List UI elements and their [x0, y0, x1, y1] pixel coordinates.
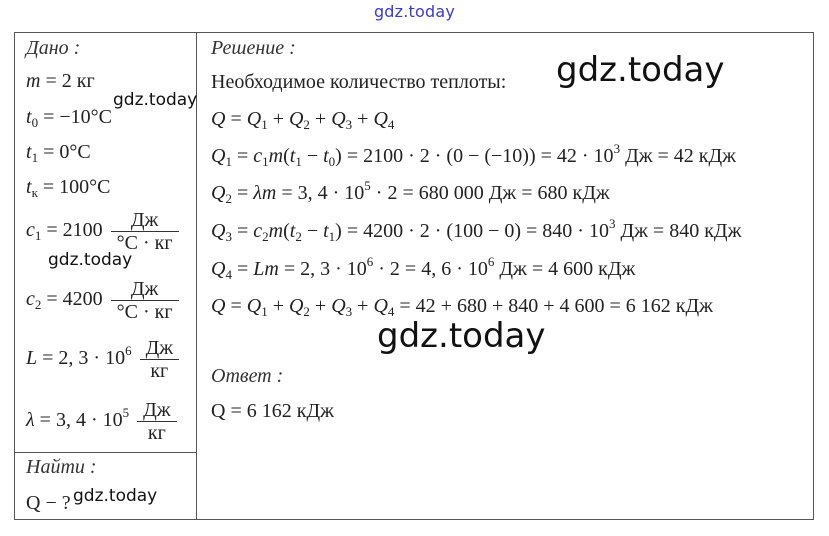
solution-heading: Решение :	[211, 37, 296, 59]
formula-sum: $Q = Q_1 + Q_2 + Q_3 + Q_4 = 42 + 680 + 840 + 4$ 600 = 6 162 кДж	[211, 295, 713, 319]
given-initial-temp: $t_0 = -10^\circ C$	[26, 106, 112, 130]
watermark: gdz.today	[48, 250, 133, 270]
formula-q4: $Q_4 = Lm = 2$, $3 \cdot 10^6 \cdot 2 = 4$, $6 \cdot 10^6$ Дж = 4 600 кДж	[211, 254, 636, 282]
given-melting-temp: $t_1 = 0^\circ C$	[26, 141, 91, 165]
given-boiling-temp: $t_к = 100^\circ C$	[26, 176, 111, 200]
given-lambda: λ = 3, $4 \cdot 10^5$ $\frac{Дж}{кг}$	[26, 399, 177, 444]
given-mass: m = 2 кг	[26, 70, 95, 92]
given-heading: Дано :	[26, 37, 81, 59]
watermark: gdz.today	[556, 50, 725, 90]
given-L: L = 2, $3 \cdot 10^6$ $\frac{Дж}{кг}$	[26, 337, 179, 382]
site-logo: gdz.today	[373, 2, 456, 21]
solution-intro: Необходимое количество теплоты:	[211, 71, 507, 93]
formula-q1: $Q_1 = c_1m(t_1 - t_0) = 2100 \cdot 2 \cdot (0 - (-10)) = 42 \cdot 10^3$ Дж = 42 кДж	[211, 141, 736, 169]
watermark: gdz.today	[113, 90, 198, 110]
given-c-water: $c_2 = 4200$ $\frac{Дж}{^\circ C \cdot кг}$	[26, 278, 179, 323]
formula-total: $Q = Q_1 + Q_2 + Q_3 + Q_4$	[211, 108, 395, 132]
answer-heading: Ответ :	[211, 365, 284, 387]
given-find-divider	[15, 452, 197, 453]
watermark: gdz.today	[73, 486, 158, 506]
given-c-ice: $c_1 = 2100$ $\frac{Дж}{^\circ C \cdot кг}$	[26, 209, 179, 254]
formula-q2: $Q_2 = \lambda m = 3$, $4 \cdot 10^5 \cdot 2 = 680$ 000 Дж = 680 кДж	[211, 178, 610, 206]
formula-q3: $Q_3 = c_2m(t_2 - t_1) = 4200 \cdot 2 \cdot (100 - 0) = 840 \cdot 10^3$ Дж = 840 кДж	[211, 216, 742, 244]
find-heading: Найти :	[26, 456, 97, 478]
find-text: Q − ?	[26, 492, 71, 514]
answer-text: Q = 6 162 кДж	[211, 400, 334, 422]
watermark: gdz.today	[377, 316, 546, 356]
